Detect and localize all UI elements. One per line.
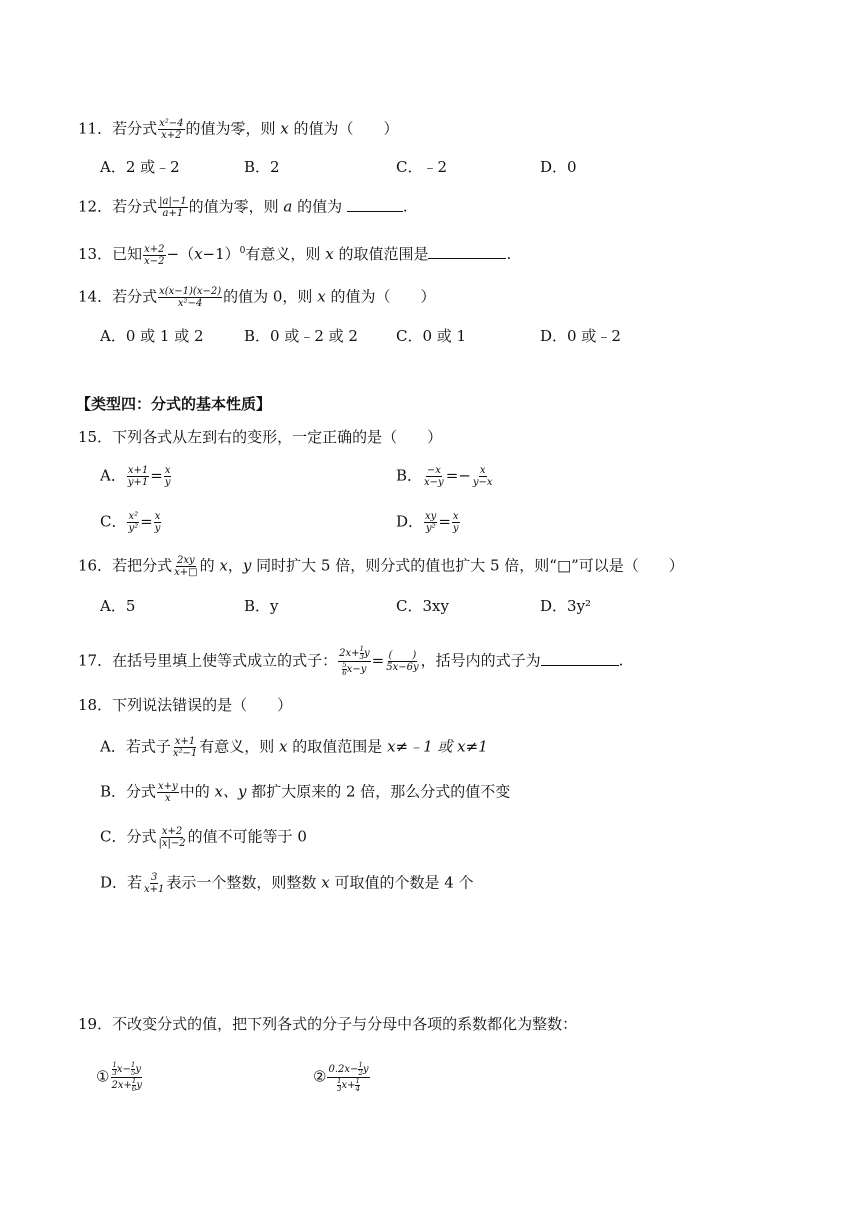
q17-lhs-den-frac-d: 6 <box>342 669 347 677</box>
q18-c-den: |x|−2 <box>158 838 186 849</box>
q19-i1-f1-n: 1 <box>112 1061 117 1069</box>
q15-d-d2: y <box>452 523 459 534</box>
q19-stem <box>78 1014 577 1034</box>
q14-option-d: D．0 或﹣2 <box>540 327 621 345</box>
q18-a-condition: x≠﹣1 或 x≠1 <box>387 737 488 756</box>
q18-d-text-c: 可取值的个数是 4 个 <box>334 873 474 892</box>
q18-a-den: x²−1 <box>172 748 198 759</box>
q17-lhs-num-a: 2x+ <box>339 648 360 659</box>
q13-end: . <box>506 245 512 263</box>
q18-stem <box>78 695 292 715</box>
q14-frac-num: x(x−1)(x−2) <box>159 286 222 297</box>
q15-c-rhs <box>154 511 162 534</box>
q18-c-text-b: 的值不可能等于 0 <box>187 827 307 846</box>
q15-c-lhs <box>127 511 139 534</box>
q14-frac-den: x²−4 <box>177 298 203 309</box>
q16-option-b: B．y <box>244 597 279 615</box>
q11-option-a: A．2 或﹣2 <box>100 158 180 176</box>
q12-end: . <box>402 197 408 216</box>
q18-number: 18． <box>78 696 113 714</box>
q17-text-a: 在括号里填上使等式成立的式子： <box>112 651 338 670</box>
q18-option-d <box>100 872 474 895</box>
q14-number: 14． <box>78 287 113 306</box>
q19-item-2-fraction <box>327 1062 369 1093</box>
q19-i2-num-a: 0.2x− <box>328 1064 359 1075</box>
q15-option-c <box>100 511 162 534</box>
q14-option-b: B．0 或﹣2 或 2 <box>244 327 358 345</box>
q16-number: 16． <box>78 556 113 575</box>
q18-option-b <box>100 781 510 804</box>
q15-text: 下列各式从左到右的变形，一定正确的是（ ） <box>112 428 443 446</box>
q13-frac-den: x−2 <box>144 255 165 267</box>
q15-b-d2: y−x <box>472 477 493 488</box>
q17-lhs-num-frac-d: 3 <box>359 653 364 661</box>
q13-frac-num: x+2 <box>144 243 165 255</box>
q18-d-fraction <box>143 872 165 895</box>
q15-d-lhs <box>424 511 437 534</box>
q18-a-var: x <box>279 737 288 756</box>
q12-var: a <box>283 197 293 216</box>
q15-d-rhs <box>452 511 460 534</box>
q14-stem <box>78 286 435 309</box>
q16-frac-num: 2xy <box>177 555 195 566</box>
q16-sep: ， <box>227 556 243 575</box>
q19-i1-f3-n: 1 <box>131 1077 137 1085</box>
q19-i2-f2-d: 3 <box>336 1085 342 1093</box>
q18-d-text-b: 表示一个整数，则整数 <box>166 873 317 892</box>
q14-fraction <box>158 286 222 309</box>
q15-a-label: A． <box>100 466 126 485</box>
q12-text-a: 若分式 <box>112 197 158 216</box>
q18-c-fraction <box>157 826 186 849</box>
q19-i1-f2-n: 1 <box>130 1061 136 1069</box>
q19-i2-num-b: y <box>362 1064 369 1075</box>
q11-number: 11． <box>78 119 113 138</box>
q19-i1-f2-d: 5 <box>130 1069 136 1077</box>
q17-rhs-fraction <box>385 650 419 673</box>
q12-text-c: 的值为 <box>297 197 343 216</box>
q19-item-1 <box>96 1062 144 1093</box>
q13-var-2: x <box>325 245 334 263</box>
q19-item-1-num <box>111 1062 142 1078</box>
q11-text-b: 的值为零，则 <box>185 119 276 138</box>
q16-option-c: C．3xy <box>396 597 449 615</box>
q17-lhs-den-tail: x−y <box>346 664 367 675</box>
q19-i1-f1-d: 3 <box>112 1069 117 1077</box>
q18-a-fraction <box>172 736 198 759</box>
q18-b-den: x <box>165 793 171 804</box>
q17-lhs-num-frac-n: 1 <box>359 645 364 653</box>
q12-number: 12． <box>78 197 113 216</box>
q13-number: 13． <box>78 245 113 263</box>
q16-option-a: A．5 <box>100 597 136 615</box>
q19-i1-num-b: y <box>135 1064 142 1075</box>
q16-frac-den: x+□ <box>174 567 198 578</box>
q15-a-d1: y+1 <box>127 477 149 488</box>
q13-text-c: 的取值范围是 <box>338 245 429 263</box>
q16-text-a: 若把分式 <box>112 556 173 575</box>
q16-text-b: 的 <box>199 556 215 575</box>
q15-c-n1: x² <box>128 511 139 522</box>
q18-a-text-c: 的取值范围是 <box>292 737 383 756</box>
q18-d-den: x+1 <box>144 884 165 895</box>
q15-a-lhs <box>127 465 149 488</box>
q15-option-d <box>396 511 461 534</box>
q15-a-rhs <box>164 465 172 488</box>
q13-fraction <box>143 244 165 267</box>
q15-stem <box>78 427 442 447</box>
q16-var-y: y <box>242 556 252 575</box>
q18-a-text-a: A．若式子 <box>100 737 171 756</box>
q15-a-n2: x <box>164 465 171 476</box>
q18-c-text-a: C．分式 <box>100 827 157 846</box>
q18-option-a <box>100 736 488 759</box>
q18-d-text-a: D．若 <box>100 873 143 892</box>
q18-b-var: x、y <box>214 782 247 801</box>
q19-i2-f3-n: 1 <box>355 1077 360 1085</box>
q18-a-num: x+1 <box>174 736 196 747</box>
q19-text: 不改变分式的值，把下列各式的分子与分母中各项的系数都化为整数： <box>112 1015 578 1033</box>
section-heading: 【类型四：分式的基本性质】 <box>76 395 272 413</box>
q16-option-d: D．3y² <box>540 597 592 615</box>
q19-item-2-mark: ② <box>313 1067 327 1086</box>
q12-fraction <box>158 196 187 219</box>
q11-text-a: 若分式 <box>112 119 158 138</box>
q15-number: 15． <box>78 428 113 446</box>
q15-b-eq: =− <box>445 466 471 485</box>
q12-text-b: 的值为零，则 <box>188 197 279 216</box>
q19-i1-den-a: 2x+ <box>111 1080 132 1091</box>
q13-var: x <box>194 245 203 263</box>
q15-b-d1: x−y <box>424 477 444 488</box>
q11-stem <box>78 118 399 141</box>
q18-b-fraction <box>157 781 179 804</box>
q15-a-eq: = <box>150 466 163 485</box>
q15-d-n1: xy <box>425 511 437 522</box>
q17-text-b: ，括号内的式子为 <box>420 651 541 670</box>
q19-item-1-den <box>110 1078 143 1093</box>
q12-frac-num: |a|−1 <box>159 196 187 207</box>
q15-d-d1: y² <box>425 523 436 534</box>
q17-lhs-num <box>338 646 371 662</box>
q19-i2-f1-n: 1 <box>358 1061 363 1069</box>
q13-minus: −（ <box>166 245 195 263</box>
q15-d-label: D． <box>396 512 424 531</box>
q19-i2-f1-d: 2 <box>358 1069 363 1077</box>
q12-answer-blank[interactable] <box>347 197 403 212</box>
q14-text-b: 的值为 0，则 <box>223 287 313 306</box>
q14-option-c: C．0 或 1 <box>396 327 467 345</box>
q15-c-d1: y² <box>128 523 139 534</box>
q17-number: 17． <box>78 651 113 670</box>
q12-frac-den: a+1 <box>162 208 184 219</box>
q17-lhs-den <box>341 662 367 677</box>
q11-option-b: B．2 <box>244 158 280 176</box>
q17-answer-blank[interactable] <box>541 651 619 666</box>
q18-b-text-a: B．分式 <box>100 782 157 801</box>
q17-eq: = <box>371 651 385 670</box>
q16-stem <box>78 555 684 578</box>
q15-a-n1: x+1 <box>127 465 149 476</box>
q18-c-num: x+2 <box>161 826 183 837</box>
q13-text-b: 有意义，则 <box>245 245 321 263</box>
q16-text-c: 同时扩大 5 倍，则分式的值也扩大 5 倍，则“□”可以是（ ） <box>256 556 684 575</box>
q17-end: . <box>618 651 624 670</box>
q15-option-b <box>396 465 495 488</box>
q11-option-c: C．﹣2 <box>396 158 448 176</box>
q11-fraction <box>158 118 184 141</box>
q19-i2-den-a: x+ <box>341 1080 356 1091</box>
q15-b-n2: x <box>479 465 486 476</box>
q16-var-x: x <box>219 556 228 575</box>
q19-i1-den-b: y <box>136 1080 142 1091</box>
q17-lhs-num-tail: y <box>363 648 370 659</box>
q17-lhs-fraction <box>338 646 371 677</box>
q13-stem <box>78 241 511 267</box>
q14-var: x <box>317 287 326 306</box>
q19-item-2-den <box>336 1078 361 1093</box>
q15-a-d2: y <box>164 477 171 488</box>
q14-text-c: 的值为（ ） <box>330 287 436 306</box>
q18-option-c <box>100 826 307 849</box>
q18-a-text-b: 有意义，则 <box>199 737 275 756</box>
q18-d-num: 3 <box>151 872 158 883</box>
q13-answer-blank[interactable] <box>428 244 506 259</box>
q15-b-label: B． <box>396 466 423 485</box>
q19-item-2-num <box>327 1062 369 1078</box>
q15-c-n2: x <box>154 511 161 522</box>
q19-item-1-fraction <box>110 1062 143 1093</box>
q14-option-a: A．0 或 1 或 2 <box>100 327 204 345</box>
q19-i2-f3-d: 4 <box>355 1085 360 1093</box>
q11-frac-num: x²−4 <box>159 118 184 129</box>
q19-item-1-mark: ① <box>96 1067 110 1086</box>
q19-item-2 <box>313 1062 371 1093</box>
q19-i1-f3-d: 6 <box>131 1085 137 1093</box>
q19-number: 19． <box>78 1015 113 1033</box>
q17-rhs-num[interactable]: ( ) <box>388 650 417 661</box>
q15-c-eq: = <box>140 512 153 531</box>
q14-text-a: 若分式 <box>112 287 158 306</box>
q15-b-n1: −x <box>426 465 441 476</box>
q11-text-c: 的值为（ ） <box>293 119 399 138</box>
q16-fraction <box>173 555 198 578</box>
q15-b-rhs <box>472 465 494 488</box>
q18-text: 下列说法错误的是（ ） <box>112 696 293 714</box>
q13-paren: −1） <box>202 245 240 263</box>
q11-frac-den: x+2 <box>161 130 182 141</box>
q18-b-num: x+y <box>158 781 178 792</box>
q15-option-a <box>100 465 172 488</box>
q15-c-label: C． <box>100 512 127 531</box>
q15-d-n2: x <box>452 511 459 522</box>
q11-var: x <box>280 119 289 138</box>
q19-i2-f2-n: 1 <box>336 1077 342 1085</box>
q15-c-d2: y <box>154 523 161 534</box>
q18-d-var: x <box>321 873 330 892</box>
q18-b-text-c: 都扩大原来的 2 倍，那么分式的值不变 <box>251 782 511 801</box>
q11-option-d: D．0 <box>540 158 577 176</box>
q19-i2-f3 <box>355 1078 359 1093</box>
q18-b-text-b: 中的 <box>179 782 210 801</box>
q13-text-a: 已知 <box>112 245 143 263</box>
q15-b-lhs <box>423 465 445 488</box>
q15-d-eq: = <box>438 512 451 531</box>
q17-rhs-den: 5x−6y <box>386 662 419 673</box>
q17-lhs-den-frac-n: 5 <box>342 661 347 669</box>
q19-i1-num-a: x− <box>116 1064 131 1075</box>
q13-exponent: 0 <box>239 246 246 256</box>
q17-stem <box>78 646 623 677</box>
q12-stem <box>78 196 408 219</box>
